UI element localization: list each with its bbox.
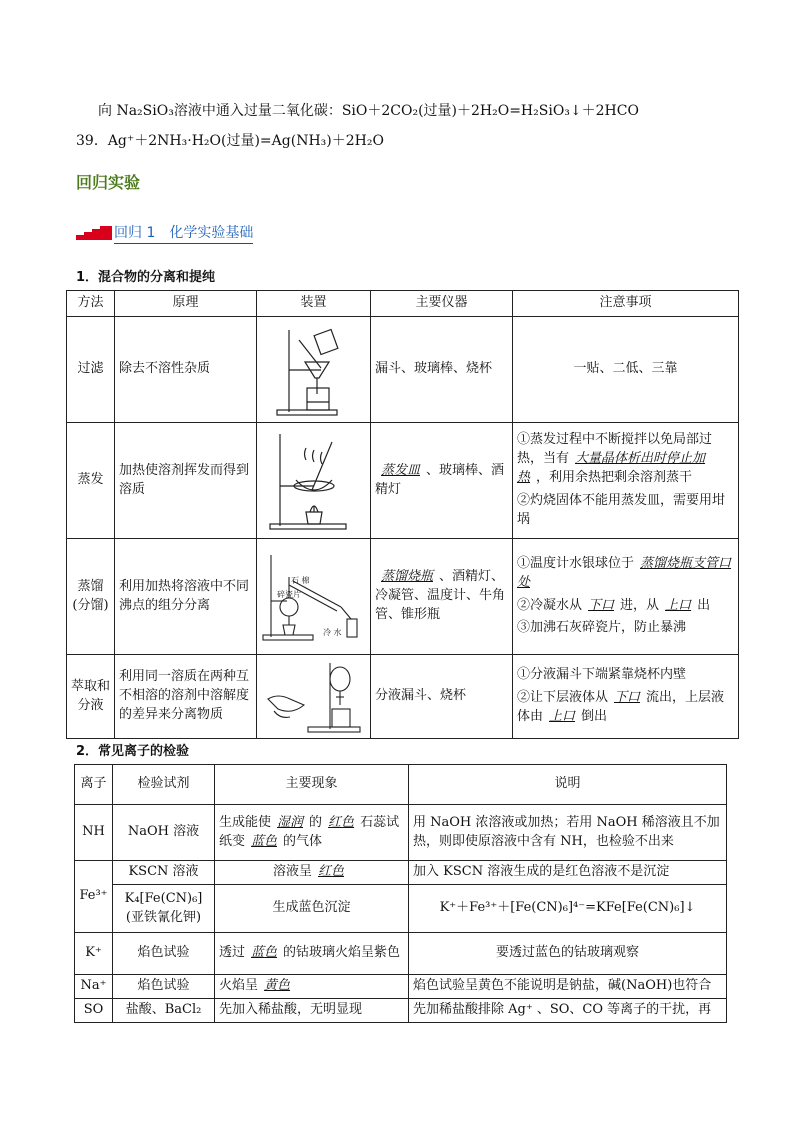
table-row [75, 999, 727, 1023]
instruments-rest: 、玻璃棒、酒精灯 [375, 462, 505, 497]
ion-cell: SO [75, 999, 113, 1023]
blank-answer: 湿润 [277, 814, 304, 830]
instruments-rest: 、酒精灯、冷凝管、温度计、牛角管、锥形瓶 [375, 569, 506, 622]
label-porcelain: 碎瓷片 [277, 589, 301, 599]
ion-cell: NH [75, 805, 113, 861]
reagent-cell: 焰色试验 [113, 933, 215, 975]
reagent-cell: 焰色试验 [113, 975, 215, 999]
note-1 [517, 555, 734, 593]
step-bar-icon [76, 226, 112, 240]
note-1: ①分液漏斗下端紧靠烧杯内壁 [517, 667, 687, 683]
blank-answer: 红色 [318, 864, 345, 880]
reagent-cell: KSCN 溶液 [113, 861, 215, 885]
blank-answer: 蓝色 [251, 945, 278, 961]
header-apparatus: 装置 [257, 291, 371, 317]
evaporation-apparatus-icon [266, 428, 362, 534]
explanation-cell: 要透过蓝色的钴玻璃观察 [409, 933, 727, 975]
note-2 [517, 689, 734, 727]
principle-cell: 利用同一溶质在两种互不相溶的溶剂中溶解度的差异来分离物质 [115, 655, 257, 739]
phenomenon-text: 的 [309, 814, 323, 830]
blank-answer: 蒸馏烧瓶支管口处 [517, 555, 732, 590]
instruments-cell [371, 539, 513, 655]
blank-answer: 下口 [588, 597, 615, 613]
method-cell: 蒸馏(分馏) [67, 539, 115, 655]
principle-cell: 除去不溶性杂质 [115, 317, 257, 423]
phenomenon-cell: 先加入稀盐酸，无明显现 [215, 999, 409, 1023]
table-row [75, 861, 727, 885]
note-3: ③加沸石灰碎瓷片，防止暴沸 [517, 620, 687, 636]
table-row [67, 655, 739, 739]
label-asbestos: 石 棉 [291, 575, 310, 585]
instruments-cell [371, 423, 513, 539]
phenomenon-text: 溶液呈 [272, 864, 312, 880]
blank-answer: 下口 [614, 690, 641, 706]
note-text: ②冷凝水从 [517, 597, 583, 613]
blank-answer: 大量晶体析出时停止加热 [517, 451, 706, 486]
note-text: ②让下层液体从 [517, 690, 609, 706]
equation-line-39: 39．Ag⁺＋2NH₃·H₂O(过量)=Ag(NH₃)＋2H₂O [76, 133, 384, 149]
apparatus-cell [257, 317, 371, 423]
explanation-cell: 加入 KSCN 溶液生成的是红色溶液不是沉淀 [409, 861, 727, 885]
reagent-cell: 盐酸、BaCl₂ [113, 999, 215, 1023]
apparatus-cell [257, 423, 371, 539]
separatory-funnel-apparatus-icon [264, 659, 364, 735]
table2-heading: 2．常见离子的检验 [76, 744, 190, 759]
notes-cell [513, 423, 739, 539]
blank-answer: 黄色 [264, 978, 291, 994]
filtration-apparatus-icon [269, 322, 359, 418]
reagent-name: K₄[Fe(CN)₆] [124, 890, 203, 906]
note-text: ①蒸发过程中不断搅拌以免局部过热，当有 [517, 432, 713, 467]
blank-answer: 上口 [549, 708, 576, 724]
method-cell: 蒸发 [67, 423, 115, 539]
instruments-cell: 漏斗、玻璃棒、烧杯 [371, 317, 513, 423]
section-bar [76, 224, 253, 242]
header-principle: 原理 [115, 291, 257, 317]
ion-cell: Na⁺ [75, 975, 113, 999]
table-row [75, 805, 727, 861]
explanation-cell: 用 NaOH 浓溶液或加热；若用 NaOH 稀溶液且不加热，则即使原溶液中含有 NH，也检验不出来 [409, 805, 727, 861]
blank-evaporating-dish: 蒸发皿 [381, 462, 421, 478]
note-1 [517, 431, 734, 488]
phenomenon-text: 石蕊试纸变 [219, 814, 400, 849]
blank-answer: 蓝色 [251, 833, 278, 849]
reagent-cell [113, 885, 215, 933]
apparatus-cell [257, 539, 371, 655]
header-explanation: 说明 [409, 765, 727, 805]
phenomenon-cell: 生成蓝色沉淀 [215, 885, 409, 933]
blank-distilling-flask: 蒸馏烧瓶 [381, 569, 434, 585]
header-method: 方法 [67, 291, 115, 317]
phenomenon-text: 生成能使 [219, 814, 272, 830]
instruments-cell: 分液漏斗、烧杯 [371, 655, 513, 739]
table-row [67, 317, 739, 423]
table-row [67, 423, 739, 539]
table-row [75, 975, 727, 999]
phenomenon-text: 的钴玻璃火焰呈紫色 [283, 945, 401, 961]
header-reagent: 检验试剂 [113, 765, 215, 805]
equation-line-silicate: 向 Na₂SiO₃溶液中通入过量二氧化碳：SiO＋2CO₂(过量)＋2H₂O=H₂SiO₃↓＋2HCO [98, 103, 639, 119]
ion-cell: Fe³⁺ [75, 861, 113, 933]
principle-cell: 利用加热将溶液中不同沸点的组分分离 [115, 539, 257, 655]
table-row [75, 885, 727, 933]
note-text: ①温度计水银球位于 [517, 555, 635, 571]
note-text: 流出，上层液体由 [517, 690, 725, 724]
principle-cell: 加热使溶剂挥发而得到溶质 [115, 423, 257, 539]
note-2: ②灼烧固体不能用蒸发皿，需要用坩埚 [517, 492, 726, 527]
header-phenomenon: 主要现象 [215, 765, 409, 805]
explanation-cell: K⁺＋Fe³⁺＋[Fe(CN)₆]⁴⁻=KFe[Fe(CN)₆]↓ [409, 885, 727, 933]
table1-heading: 1．混合物的分离和提纯 [76, 270, 216, 285]
table-row [75, 933, 727, 975]
explanation-cell: 焰色试验呈黄色不能说明是钠盐，碱(NaOH)也符合 [409, 975, 727, 999]
blank-answer: 上口 [665, 597, 692, 613]
phenomenon-text: 火焰呈 [219, 978, 259, 994]
blank-answer: 红色 [328, 814, 355, 830]
header-notes: 注意事项 [513, 291, 739, 317]
ion-cell: K⁺ [75, 933, 113, 975]
note-2 [517, 597, 734, 616]
notes-cell [513, 655, 739, 739]
apparatus-cell [257, 655, 371, 739]
phenomenon-cell [215, 861, 409, 885]
section-heading: 回归实验 [76, 173, 141, 192]
note-text: ，利用余热把剩余溶剂蒸干 [536, 470, 693, 486]
notes-cell [513, 539, 739, 655]
method-cell: 过滤 [67, 317, 115, 423]
phenomenon-cell [215, 805, 409, 861]
notes-cell: 一贴、二低、三靠 [513, 317, 739, 423]
note-text: 进，从 [620, 597, 660, 613]
label-cold-water: 冷 水 [323, 627, 342, 637]
section-title: 回归 1 化学实验基础 [114, 222, 253, 244]
header-ion: 离子 [75, 765, 113, 805]
method-cell: 萃取和分液 [67, 655, 115, 739]
distillation-apparatus-icon [261, 549, 367, 645]
note-text: 倒出 [581, 708, 608, 724]
phenomenon-text: 的气体 [283, 833, 323, 849]
reagent-alias: (亚铁氰化钾) [125, 909, 202, 925]
table-row [67, 539, 739, 655]
separation-table [66, 290, 739, 739]
reagent-cell: NaOH 溶液 [113, 805, 215, 861]
note-text: 出 [697, 597, 711, 613]
phenomenon-cell [215, 975, 409, 999]
ion-test-table [74, 764, 727, 1023]
header-instruments: 主要仪器 [371, 291, 513, 317]
phenomenon-text: 透过 [219, 945, 246, 961]
phenomenon-cell [215, 933, 409, 975]
explanation-cell: 先加稀盐酸排除 Ag⁺ 、SO、CO 等离子的干扰，再 [409, 999, 727, 1023]
